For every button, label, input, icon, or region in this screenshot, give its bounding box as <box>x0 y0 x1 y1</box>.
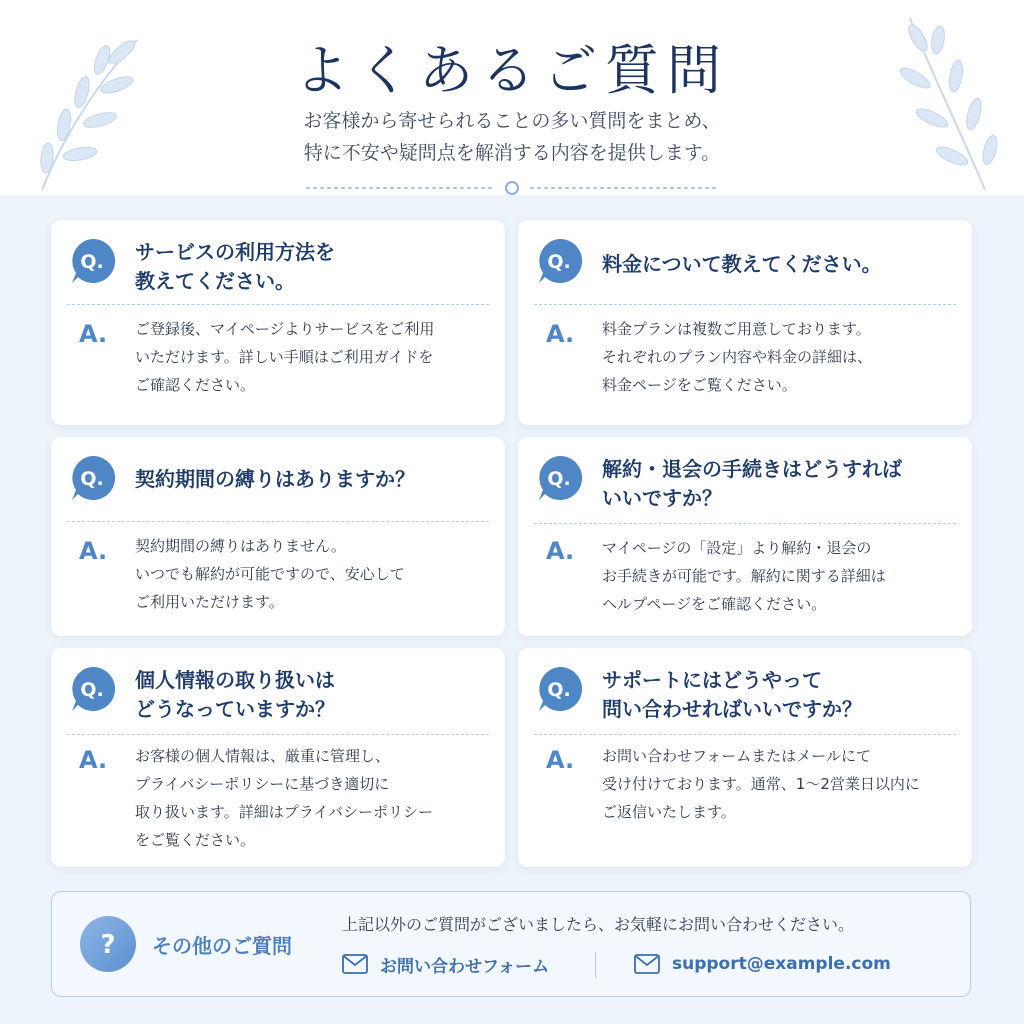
faq-question: サービスの利用方法を 教えてください。 <box>135 240 335 293</box>
faq-question: 個人情報の取り扱いは どうなっていますか？ <box>135 668 335 721</box>
card-separator <box>534 523 956 524</box>
question-marker: Q. <box>80 468 104 490</box>
contact-form-link-label: お問い合わせフォーム <box>380 956 550 977</box>
question-badge-icon <box>534 664 584 714</box>
faq-question: 契約期間の縛りはありますか？ <box>135 467 415 491</box>
question-marker: Q. <box>80 679 104 701</box>
faq-question: サポートにはどうやって 問い合わせればいいですか？ <box>602 668 862 721</box>
answer-marker: A. <box>79 537 108 565</box>
answer-marker: A. <box>79 320 108 348</box>
svg-text:?: ? <box>100 930 116 960</box>
page-title: よくあるご質問 <box>295 39 729 102</box>
dotted-divider <box>305 180 719 196</box>
question-badge-icon <box>534 236 584 286</box>
question-marker: Q. <box>547 679 571 701</box>
answer-marker: A. <box>546 537 575 565</box>
support-email-link[interactable] <box>634 950 891 978</box>
question-marker: Q. <box>547 251 571 273</box>
envelope-icon <box>342 954 368 974</box>
page-subtitle-line2: 特に不安や疑問点を解消する内容を提供します。 <box>303 142 721 164</box>
faq-card-contract <box>51 437 505 636</box>
contact-form-link[interactable] <box>342 950 549 978</box>
support-email-link-label: support@example.com <box>672 954 891 974</box>
question-marker: Q. <box>547 468 571 490</box>
other-questions-box <box>51 891 971 997</box>
card-separator <box>67 521 489 522</box>
faq-answer: お問い合わせフォームまたはメールにて 受け付けております。通常、1〜2営業日以内に ご返信いたします。 <box>602 747 920 821</box>
card-separator <box>534 304 956 305</box>
question-badge-icon <box>534 453 584 503</box>
card-separator <box>67 304 489 305</box>
question-badge-icon <box>67 236 117 286</box>
card-separator <box>67 734 489 735</box>
faq-answer: ご登録後、マイページよりサービスをご利用 いただけます。詳しい手順はご利用ガイドを ご確認ください。 <box>135 320 435 394</box>
other-questions-title: その他のご質問 <box>152 934 292 958</box>
answer-marker: A. <box>546 320 575 348</box>
faq-card-support <box>518 648 972 867</box>
question-badge-icon <box>67 664 117 714</box>
faq-card-usage <box>51 220 505 425</box>
faq-answer: お客様の個人情報は、厳重に管理し、 プライバシーポリシーに基づき適切に 取り扱います。詳細はプライバシーポリシー をご覧ください。 <box>135 747 434 849</box>
link-separator <box>595 952 596 978</box>
help-circle-icon <box>80 916 136 972</box>
question-marker: Q. <box>80 251 104 273</box>
other-questions-message: 上記以外のご質問がございましたら、お気軽にお問い合わせください。 <box>342 915 855 934</box>
answer-marker: A. <box>546 746 575 774</box>
faq-card-cancellation <box>518 437 972 636</box>
faq-card-pricing <box>518 220 972 425</box>
page-header <box>0 0 1024 195</box>
faq-answer: 料金プランは複数ご用意しております。 それぞれのプラン内容や料金の詳細は、 料金ページをご覧ください。 <box>602 320 873 394</box>
faq-answer: マイページの「設定」より解約・退会の お手続きが可能です。解約に関する詳細は ヘルプページをご確認ください。 <box>602 539 886 613</box>
faq-question: 料金について教えてください。 <box>602 252 882 276</box>
faq-card-privacy <box>51 648 505 867</box>
faq-answer: 契約期間の縛りはありません。 いつでも解約が可能ですので、安心して ご利用いただけます。 <box>135 537 405 611</box>
envelope-icon <box>634 954 660 974</box>
page-subtitle-line1: お客様から寄せられることの多い質問をまとめ、 <box>303 110 721 132</box>
card-separator <box>534 734 956 735</box>
question-badge-icon <box>67 453 117 503</box>
faq-question: 解約・退会の手続きはどうすれば いいですか？ <box>602 457 902 510</box>
answer-marker: A. <box>79 746 108 774</box>
